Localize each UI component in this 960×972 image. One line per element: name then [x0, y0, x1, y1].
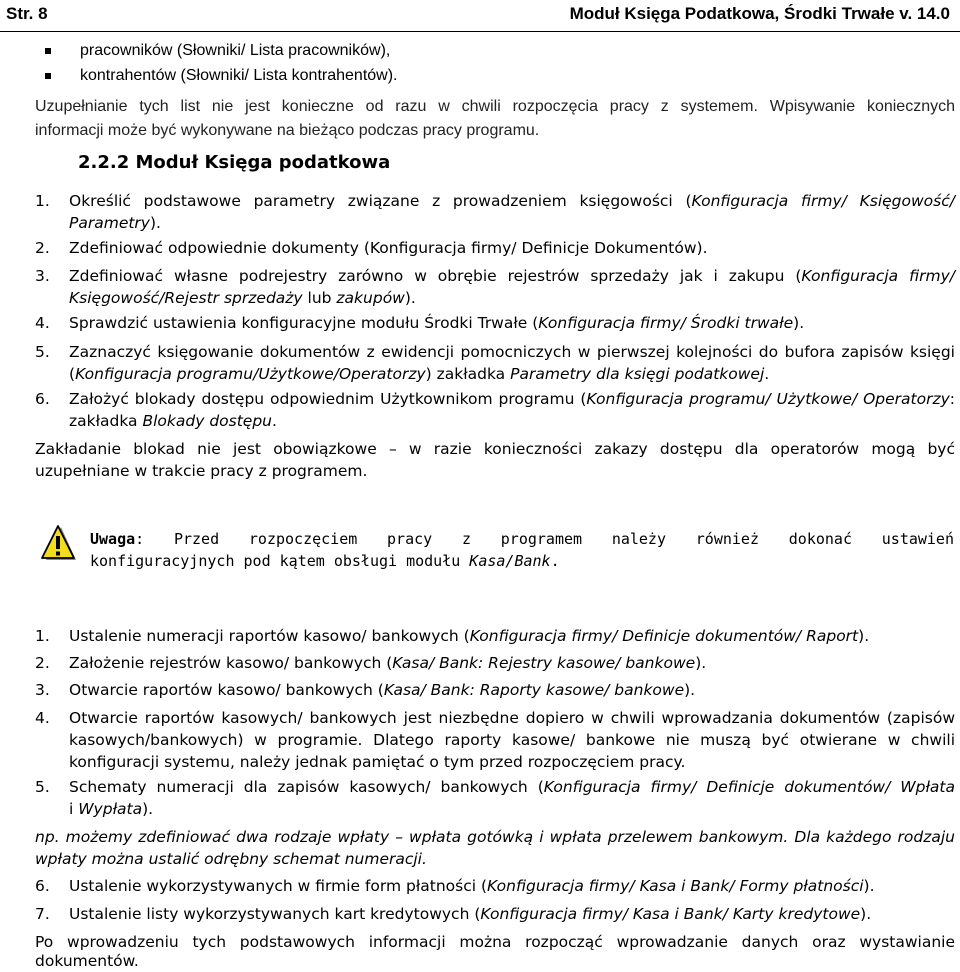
intro-paragraph-line: Uzupełnianie tych list nie jest konieczne od razu w chwili rozpoczęcia pracy z systemem. Wpisywanie koniecznych [35, 98, 955, 115]
bullet-square-icon [45, 73, 51, 79]
note-paragraph-line: Zakładanie blokad nie jest obowiązkowe – w razie konieczności zakazy dostępu dla operatorów mogą być [35, 440, 955, 458]
list-item: 2. Założenie rejestrów kasowo/ bankowych (Kasa/ Bank: Rejestry kasowe/ bankowe). [35, 654, 707, 672]
module-title: Moduł Księga Podatkowa, Środki Trwałe v. 14.0 [569, 4, 950, 23]
final-paragraph-line: Po wprowadzeniu tych podstawowych informacji można rozpocząć wprowadzanie danych oraz wystawianie [35, 933, 955, 951]
bullet-item: pracowników (Słowniki/ Lista pracowników), [80, 42, 390, 60]
final-paragraph-line: dokumentów. [35, 952, 139, 970]
example-paragraph-line: wpłaty można ustalić odrębny schemat numeracji. [35, 850, 427, 868]
list-item: 6. Ustalenie wykorzystywanych w firmie form płatności (Konfiguracja firmy/ Kasa i Bank/ Formy płatności). [35, 877, 875, 895]
list-item: 6. Założyć blokady dostępu odpowiednim Użytkownikom programu (Konfiguracja programu/ Użytkowe/ Operatorzy: zakładka Blokady dostępu. [35, 390, 955, 430]
list-item: 5. Schematy numeracji dla zapisów kasowych/ bankowych (Konfiguracja firmy/ Definicje dokumentów/ Wpłata i Wypłata). [35, 778, 955, 818]
warning-note: Uwaga: Przed rozpoczęciem pracy z programem należy również dokonać ustawień konfiguracyjnych pod kątem obsługi modułu Kasa/Bank. [90, 530, 954, 570]
intro-paragraph-line: informacji może być wykonywane na bieżąco podczas pracy programu. [35, 122, 540, 139]
list-item: 3. Otwarcie raportów kasowo/ bankowych (Kasa/ Bank: Raporty kasowe/ bankowe). [35, 681, 696, 699]
list-item: 1. Określić podstawowe parametry związane z prowadzeniem księgowości (Konfiguracja firmy/ Księgowość/ Parametry). [35, 192, 955, 232]
list-item: 1. Ustalenie numeracji raportów kasowo/ bankowych (Konfiguracja firmy/ Definicje dokumentów/ Raport). [35, 627, 870, 645]
bullet-square-icon [45, 48, 51, 54]
list-item: 2. Zdefiniować odpowiednie dokumenty (Konfiguracja firmy/ Definicje Dokumentów). [35, 239, 708, 257]
page-header [0, 0, 960, 34]
example-paragraph-line: np. możemy zdefiniować dwa rodzaje wpłaty – wpłata gotówką i wpłata przelewem bankowym. Dla każdego rodzaju [35, 828, 955, 846]
header-rule [0, 31, 960, 32]
list-item: 3. Zdefiniować własne podrejestry zarówno w obrębie rejestrów sprzedaży jak i zakupu (Konfiguracja firmy/ Księgowość/Rejestr sprzedaży lub zakupów). [35, 267, 955, 307]
list-item: 5. Zaznaczyć księgowanie dokumentów z ewidencji pomocniczych w pierwszej kolejności do bufora zapisów księgi (Konfiguracja programu/Użytkowe/Operatorzy) zakładka Parametry dla księgi podatkowej. [35, 343, 955, 383]
page-number: Str. 8 [6, 4, 48, 23]
section-heading: 2.2.2 Moduł Księga podatkowa [78, 152, 391, 173]
bullet-item: kontrahentów (Słowniki/ Lista kontrahentów). [80, 67, 398, 85]
warning-icon [38, 524, 78, 564]
list-item: 7. Ustalenie listy wykorzystywanych kart kredytowych (Konfiguracja firmy/ Kasa i Bank/ Karty kredytowe). [35, 905, 872, 923]
note-paragraph-line: uzupełniane w trakcie pracy z programem. [35, 462, 368, 480]
list-item: 4. Sprawdzić ustawienia konfiguracyjne modułu Środki Trwałe (Konfiguracja firmy/ Środki trwałe). [35, 314, 805, 332]
list-item: 4. Otwarcie raportów kasowych/ bankowych jest niezbędne dopiero w chwili wprowadzania dokumentów (zapisów kasowych/bankowych) w programie. Dlatego raporty kasowe/ bankowe nie muszą być otwierane w chwili konfiguracji systemu, należy jednak pamiętać o tym przed rozpoczęciem pracy. [35, 709, 955, 771]
